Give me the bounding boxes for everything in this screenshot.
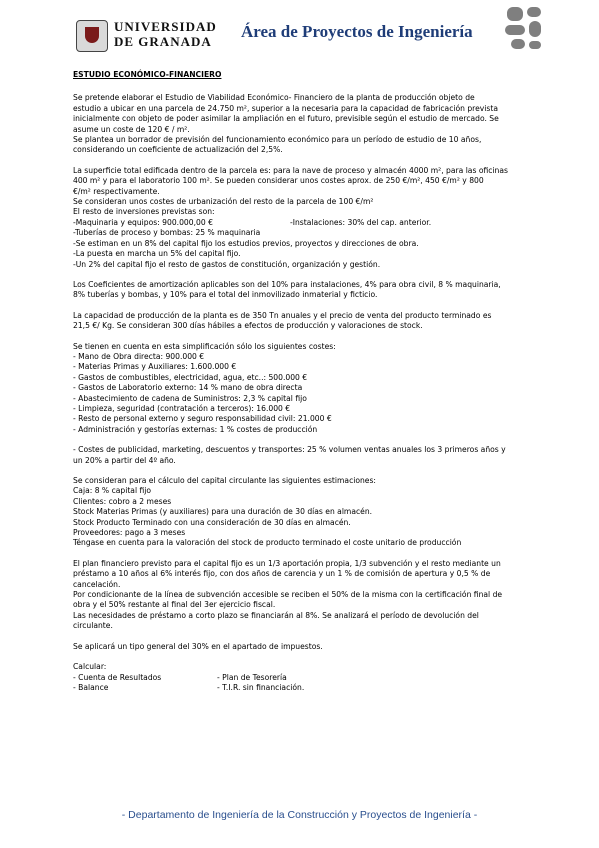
text-line: Se pretende elaborar el Estudio de Viabilidad Económico- Financiero de la planta de producción objeto de [73,93,475,103]
text-line: Se plantea un borrador de previsión del funcionamiento económico para un período de estudio de 10 años, [73,135,482,145]
text-line: -Tuberías de proceso y bombas: 25 % maquinaria [73,228,261,238]
text-line: Proveedores: pago a 3 meses [73,528,186,538]
text-line: La superficie total edificada dentro de la parcela es: para la nave de proceso y almacén 4000 m², para las oficinas [73,165,508,175]
area-title: Área de Proyectos de Ingeniería [241,22,473,41]
paragraph-surfaces [73,166,535,270]
text-line: - Gastos de Laboratorio externo: 14 % mano de obra directa [73,383,303,393]
university-name [114,19,217,49]
paragraph-capacity [73,311,535,332]
paragraph-financing [73,559,535,632]
text-line: un 20% a partir del 4º año. [73,455,176,465]
text-line: 400 m² y para el laboratorio 100 m². Se pueden considerar unos costes aprox. de 250 €/m², 450 €/m² y 800 [73,176,484,186]
text-line: 8% tuberías y bombas, y 10% para el total del inmovilizado inmaterial y ficticio. [73,290,378,300]
text-line: Se tienen en cuenta en esta simplificación sólo los siguientes costes: [73,341,336,351]
paragraph-marketing [73,445,535,466]
text-line: - Materias Primas y Auxiliares: 1.600.000 € [73,362,237,372]
calc-item: - Balance [73,682,109,692]
text-line: inicialmente con objeto de poder asimilar la ampliación en el futuro, previsible según el estudio de mercado. Se [73,114,499,124]
calculate-label: Calcular: [73,662,107,672]
calc-item: - Cuenta de Resultados [73,672,162,682]
investment-row [73,218,535,228]
text-line: - Gastos de combustibles, electricidad, agua, etc..: 500.000 € [73,372,308,382]
department-logo-icon [503,5,545,51]
text-line: -Se estiman en un 8% del capital fijo los estudios previos, proyectos y direcciones de obra. [73,238,419,248]
text-line: Por condicionante de la línea de subvención accesible se reciben el 50% de la misma con la certificación final de [73,590,503,600]
text-line: El resto de inversiones previstas son: [73,207,215,217]
text-line: circulante. [73,621,113,631]
paragraph-amortization [73,280,535,301]
text-line: - Limpieza, seguridad (contratación a terceros): 16.000 € [73,403,291,413]
text-line: Los Coeficientes de amortización aplicables son del 10% para instalaciones, 4% para obra civil, 8 % maquinaria, [73,279,501,289]
document-title: ESTUDIO ECONÓMICO-FINANCIERO [73,70,222,79]
text-line: obra y el 50% restante al final del 3er ejercicio fiscal. [73,600,276,610]
text-line: - Costes de publicidad, marketing, descuentos y transportes: 25 % volumen ventas anuales los 3 primeros años y [73,445,506,455]
calculate-row [73,683,535,693]
document-body [73,70,535,693]
text-line: - Mano de Obra directa: 900.000 € [73,351,205,361]
text-line: El plan financiero previsto para el capital fijo es un 1/3 aportación propia, 1/3 subvención y el resto mediante un [73,558,501,568]
text-line: Clientes: cobro a 2 meses [73,496,172,506]
text-line: Stock Materias Primas (y auxiliares) para una duración de 30 días en almacén. [73,507,373,517]
text-line: Caja: 8 % capital fijo [73,486,152,496]
university-line-1: UNIVERSIDAD [114,19,217,34]
text-line: cancelación. [73,579,121,589]
investment-installations: -Instalaciones: 30% del cap. anterior. [290,217,432,227]
university-line-2: DE GRANADA [114,34,212,49]
text-line: -Un 2% del capital fijo el resto de gastos de constitución, organización y gestión. [73,259,381,269]
paragraph-working-capital [73,476,535,549]
text-line: Stock Producto Terminado con una consideración de 30 días en almacén. [73,517,351,527]
text-line: -La puesta en marcha un 5% del capital fijo. [73,249,241,259]
text-line: Las necesidades de préstamo a corto plazo se financiarán al 8%. Se analizará el período de devolución del [73,610,479,620]
page-header [0,0,599,60]
text-line: Téngase en cuenta para la valoración del stock de producto terminado el coste unitario de producción [73,538,462,548]
text-line: - Resto de personal externo y seguro responsabilidad civil: 21.000 € [73,414,332,424]
calculate-section [73,662,535,693]
text-line: considerando un coeficiente de actualización del 2,5%. [73,145,283,155]
text-line: préstamo a 10 años al 6% interés fijo, con dos años de carencia y un 1 % de comisión de apertura y 0,5 % de [73,569,491,579]
calculate-row [73,673,535,683]
text-line: - Administración y gestorías externas: 1 % costes de producción [73,424,318,434]
text-line: Se consideran unos costes de urbanización del resto de la parcela de 100 €/m² [73,197,374,207]
paragraph-costs [73,342,535,436]
investment-machinery: -Maquinaria y equipos: 900.000,00 € [73,217,213,227]
page-footer: - Departamento de Ingeniería de la Construcción y Proyectos de Ingeniería - [121,809,478,821]
text-line: 21,5 €/ Kg. Se consideran 300 días hábiles a efectos de producción y valoraciones de stock. [73,321,423,331]
paragraph-taxes: Se aplicará un tipo general del 30% en el apartado de impuestos. [73,641,323,651]
paragraph-intro [73,93,535,155]
text-line: asume un coste de 120 € / m². [73,124,190,134]
text-line: Se consideran para el cálculo del capital circulante las siguientes estimaciones: [73,476,376,485]
calc-item: - Plan de Tesorería [217,672,287,682]
text-line: - Abastecimiento de cadena de Suministros: 2,3 % capital fijo [73,393,307,403]
calc-item: - T.I.R. sin financiación. [217,682,305,692]
text-line: estudio a ubicar en una parcela de 24.750 m², superior a la necesaria para la capacidad de fabricación prevista [73,103,498,113]
text-line: La capacidad de producción de la planta es de 350 Tn anuales y el precio de venta del producto terminado es [73,310,492,320]
university-crest-icon [76,20,108,52]
text-line: €/m² respectivamente. [73,186,160,196]
